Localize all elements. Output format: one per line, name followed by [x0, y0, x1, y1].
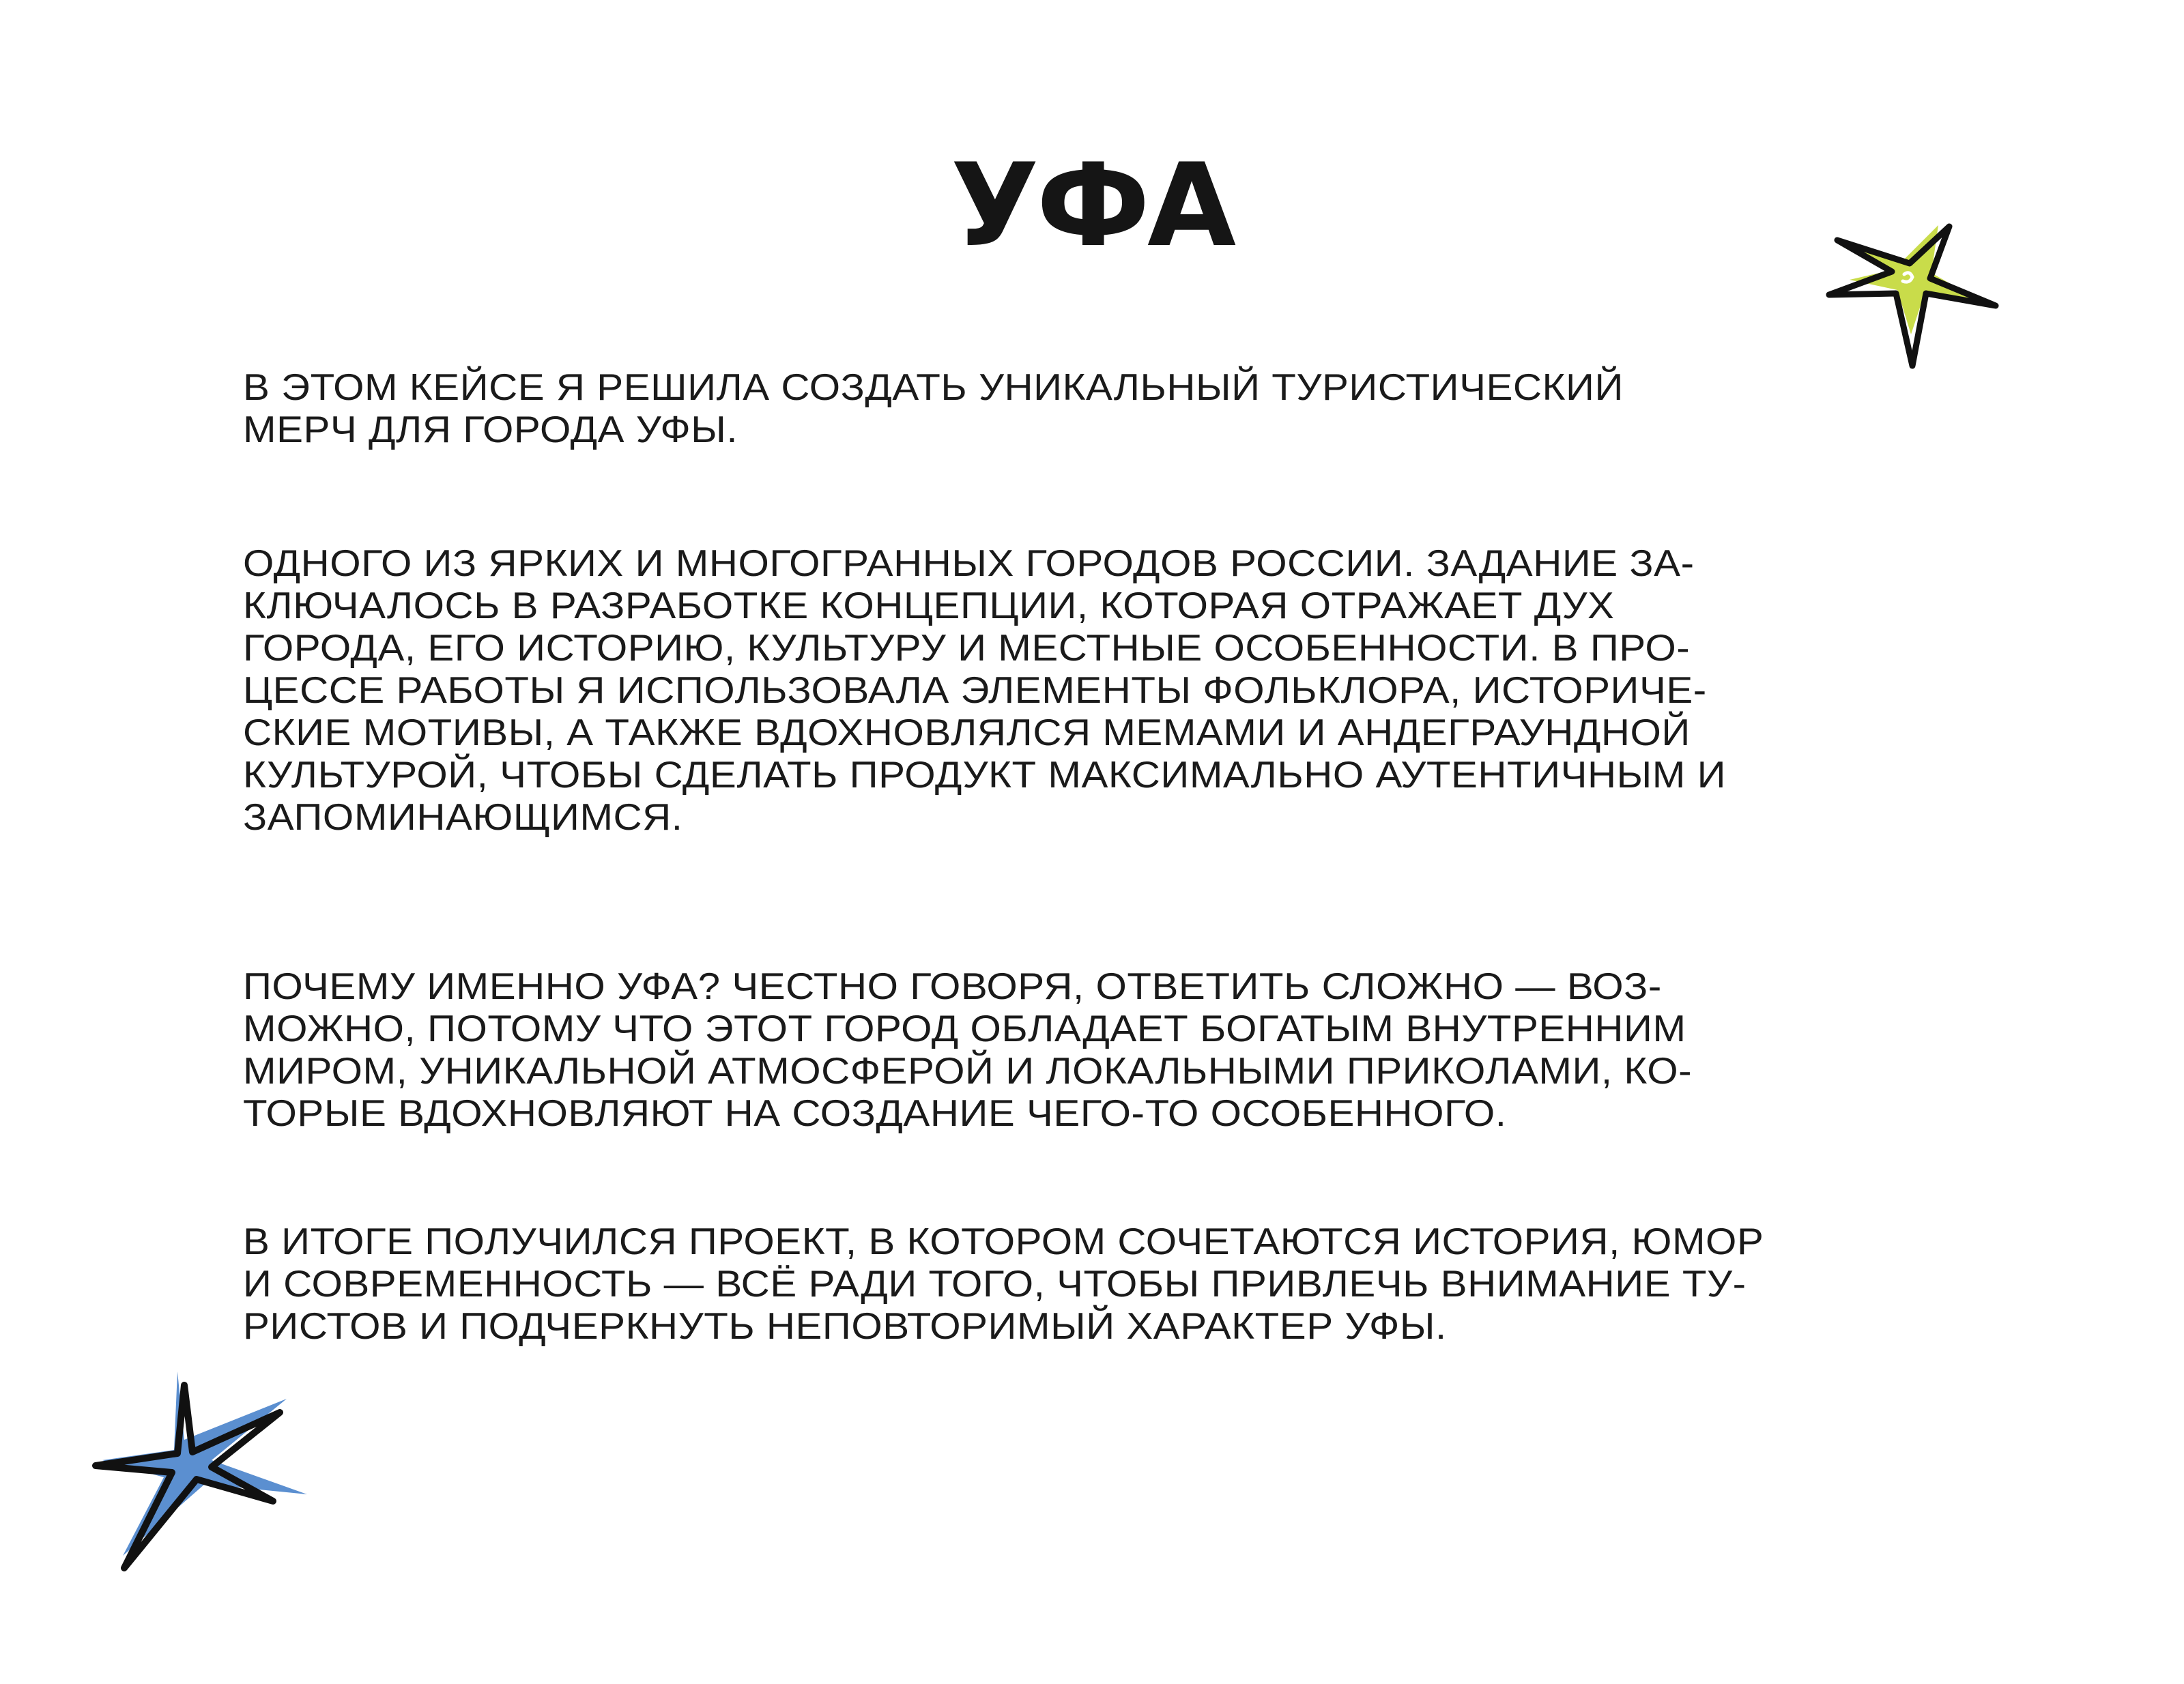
- text-line: ГОРОДА, ЕГО ИСТОРИЮ, КУЛЬТУРУ И МЕСТНЫЕ ОСОБЕННОСТИ. В ПРО-: [243, 626, 1691, 669]
- text-line: КЛЮЧАЛОСЬ В РАЗРАБОТКЕ КОНЦЕПЦИИ, КОТОРАЯ ОТРАЖАЕТ ДУХ: [243, 584, 1615, 626]
- text-line: И СОВРЕМЕННОСТЬ — ВСЁ РАДИ ТОГО, ЧТОБЫ ПРИВЛЕЧЬ ВНИМАНИЕ ТУ-: [243, 1262, 1747, 1305]
- star-fill: [102, 1371, 307, 1556]
- conclusion-paragraph: [243, 1220, 1798, 1347]
- text-line: ОДНОГО ИЗ ЯРКИХ И МНОГОГРАННЫХ ГОРОДОВ РОССИИ. ЗАДАНИЕ ЗА-: [243, 542, 1695, 584]
- page-title: УФА: [950, 138, 1234, 272]
- why-ufa-paragraph: [243, 965, 1798, 1134]
- text-line: ЗАПОМИНАЮЩИМСЯ.: [243, 796, 683, 838]
- text-line: СКИЕ МОТИВЫ, А ТАКЖЕ ВДОХНОВЛЯЛСЯ МЕМАМИ И АНДЕГРАУНДНОЙ: [243, 711, 1691, 753]
- text-line: КУЛЬТУРОЙ, ЧТОБЫ СДЕЛАТЬ ПРОДУКТ МАКСИМАЛЬНО АУТЕНТИЧНЫМ И: [243, 753, 1727, 796]
- text-line: В ИТОГЕ ПОЛУЧИЛСЯ ПРОЕКТ, В КОТОРОМ СОЧЕТАЮТСЯ ИСТОРИЯ, ЮМОР: [243, 1220, 1764, 1262]
- text-line: РИСТОВ И ПОДЧЕРКНУТЬ НЕПОВТОРИМЫЙ ХАРАКТЕР УФЫ.: [243, 1305, 1447, 1347]
- text-line: МИРОМ, УНИКАЛЬНОЙ АТМОСФЕРОЙ И ЛОКАЛЬНЫМИ ПРИКОЛАМИ, КО-: [243, 1049, 1693, 1092]
- text-line: ТОРЫЕ ВДОХНОВЛЯЮТ НА СОЗДАНИЕ ЧЕГО-ТО ОСОБЕННОГО.: [243, 1092, 1507, 1134]
- star-icon: [1815, 198, 2007, 375]
- star-icon: [82, 1358, 314, 1576]
- text-line: В ЭТОМ КЕЙСЕ Я РЕШИЛА СОЗДАТЬ УНИКАЛЬНЫЙ ТУРИСТИЧЕСКИЙ: [243, 366, 1624, 408]
- text-line: ЦЕССЕ РАБОТЫ Я ИСПОЛЬЗОВАЛА ЭЛЕМЕНТЫ ФОЛЬКЛОРА, ИСТОРИЧЕ-: [243, 669, 1707, 711]
- text-line: МОЖНО, ПОТОМУ ЧТО ЭТОТ ГОРОД ОБЛАДАЕТ БОГАТЫМ ВНУТРЕННИМ: [243, 1007, 1686, 1049]
- description-paragraph: [243, 542, 1798, 838]
- text-line: ПОЧЕМУ ИМЕННО УФА? ЧЕСТНО ГОВОРЯ, ОТВЕТИТЬ СЛОЖНО — ВОЗ-: [243, 965, 1662, 1007]
- text-line: МЕРЧ ДЛЯ ГОРОДА УФЫ.: [243, 408, 738, 450]
- intro-paragraph: [243, 366, 1798, 450]
